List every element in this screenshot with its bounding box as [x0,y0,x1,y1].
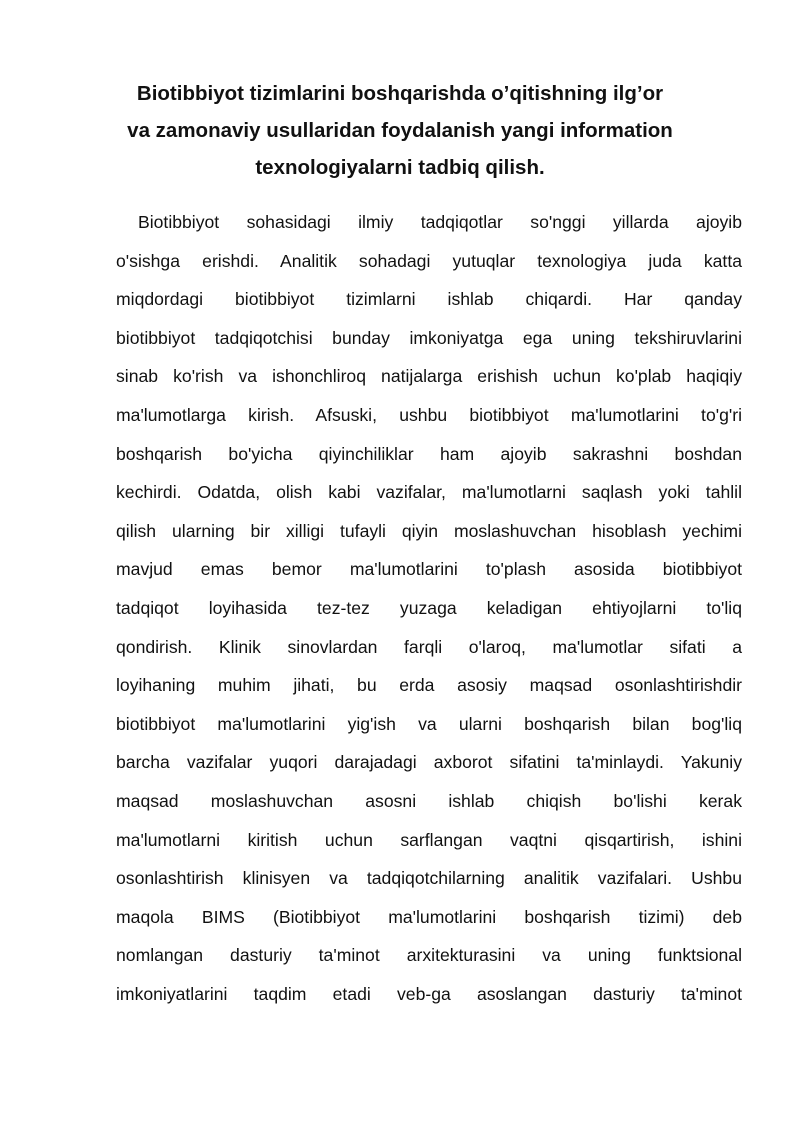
body-line: loyihaning muhim jihati, bu erda asosiy maqsad osonlashtirishdir [116,675,742,696]
body-line: nomlangan dasturiy ta'minot arxitekturasini va uning funktsional [116,945,742,966]
body-line: ma'lumotlarga kirish. Afsuski, ushbu biotibbiyot ma'lumotlarini to'g'ri [116,404,742,425]
body-line: Biotibbiyot sohasidagi ilmiy tadqiqotlar so'nggi yillarda ajoyib [138,212,742,232]
body-line: miqdordagi biotibbiyot tizimlarni ishlab chiqardi. Har qanday [116,289,742,310]
body-line: qilish ularning bir xilligi tufayli qiyin moslashuvchan hisoblash yechimi [116,520,742,541]
body-line: biotibbiyot tadqiqotchisi bunday imkoniyatga ega uning tekshiruvlarini [116,327,742,348]
body-line: biotibbiyot ma'lumotlarini yig'ish va ularni boshqarish bilan bog'liq [116,713,742,734]
body-line: o'sishga erishdi. Analitik sohadagi yutuqlar texnologiya juda katta [116,250,742,271]
title-line: texnologiyalarni tadbiq qilish. [255,156,545,179]
body-line: sinab ko'rish va ishonchliroq natijalarga erishish uchun ko'plab haqiqiy [116,366,742,387]
document-title [80,77,720,188]
body-line: boshqarish bo'yicha qiyinchiliklar ham ajoyib sakrashni boshdan [116,443,742,464]
body-line: maqsad moslashuvchan asosni ishlab chiqish bo'lishi kerak [116,790,742,811]
body-line: mavjud emas bemor ma'lumotlarini to'plash asosida biotibbiyot [116,559,742,580]
title-line: Biotibbiyot tizimlarini boshqarishda o’qitishning ilg’or [136,82,664,105]
document-body-paragraph [116,203,742,1013]
body-line: maqola BIMS (Biotibbiyot ma'lumotlarini boshqarish tizimi) deb [116,906,742,927]
body-line: osonlashtirish klinisyen va tadqiqotchilarning analitik vazifalari. Ushbu [116,868,742,889]
body-line: barcha vazifalar yuqori darajadagi axborot sifatini ta'minlaydi. Yakuniy [116,752,742,773]
body-line: imkoniyatlarini taqdim etadi veb-ga asoslangan dasturiy ta'minot [116,983,742,1004]
body-line: kechirdi. Odatda, olish kabi vazifalar, ma'lumotlarni saqlash yoki tahlil [116,482,742,503]
body-line: tadqiqot loyihasida tez-tez yuzaga keladigan ehtiyojlarni to'liq [116,597,742,618]
body-line: qondirish. Klinik sinovlardan farqli o'laroq, ma'lumotlar sifati a [116,636,742,657]
title-line: va zamonaviy usullaridan foydalanish yangi information [127,119,673,142]
body-line: ma'lumotlarni kiritish uchun sarflangan vaqtni qisqartirish, ishini [116,829,742,850]
